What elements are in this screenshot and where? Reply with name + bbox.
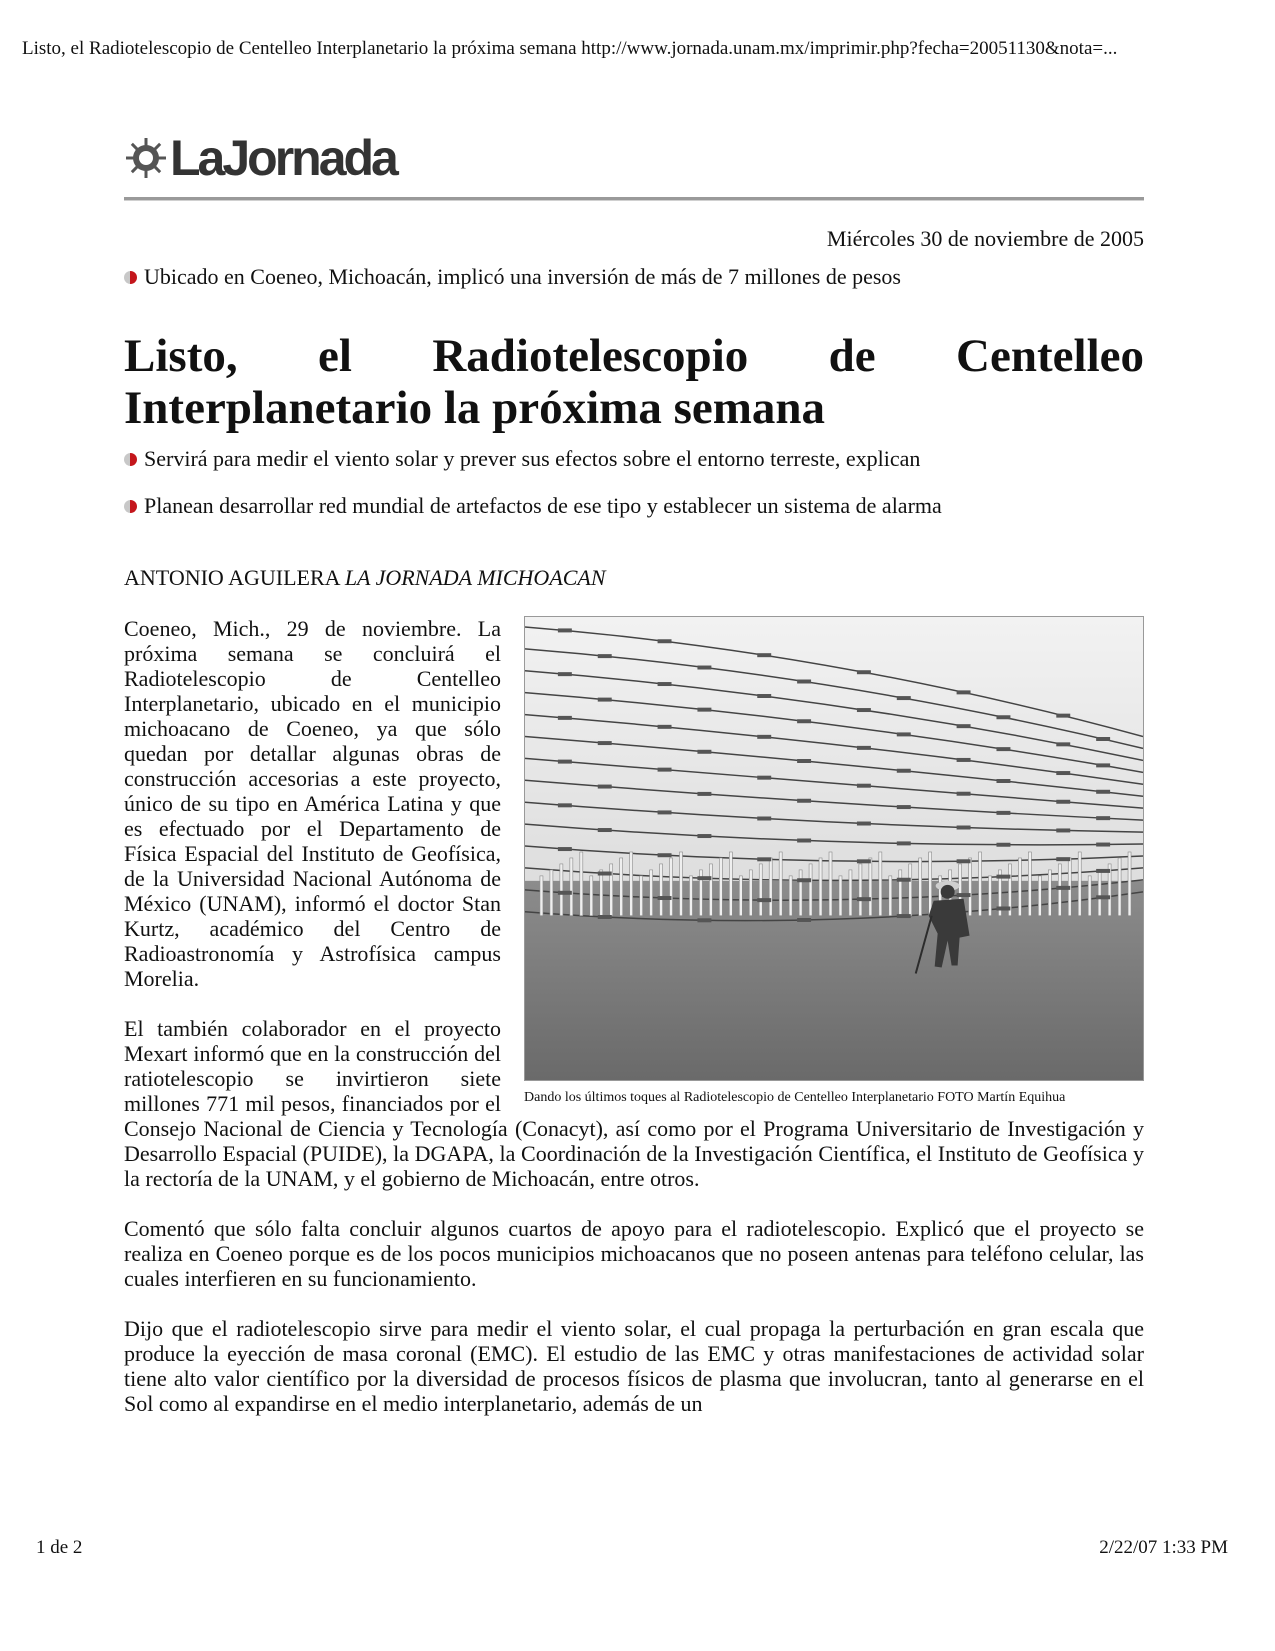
publication-name: LA JORNADA MICHOACAN xyxy=(344,565,606,590)
sun-gear-icon xyxy=(124,136,168,180)
bullet-icon xyxy=(124,271,137,284)
subhead-2 xyxy=(124,493,942,519)
page-number: 1 de 2 xyxy=(36,1537,83,1558)
article-body xyxy=(124,616,1144,1441)
bullet-icon xyxy=(124,500,137,513)
photo-figure xyxy=(524,616,1144,1106)
article-date: Miércoles 30 de noviembre de 2005 xyxy=(826,226,1144,251)
byline xyxy=(124,565,606,591)
masthead-divider xyxy=(124,197,1144,201)
subhead-1 xyxy=(124,446,920,472)
body-paragraph: El también colaborador en el proyecto Mexart informó que en la construcción del ratiotelescopio se invirtieron siete millones 771 mil pesos, financiados por el Consejo Nacional de Ciencia y Tecnología (Conacyt), así como por el Programa Universitario de Investigación y Desarrollo Espacial (PUIDE), la DGAPA, la Coordinación de la Investigación Científica, el Instituto de Geofísica y la rectoría de la UNAM, y el gobierno de Michoacán, entre otros. xyxy=(124,1016,1144,1191)
print-timestamp: 2/22/07 1:33 PM xyxy=(1099,1537,1228,1558)
kicker-text: Ubicado en Coeneo, Michoacán, implicó una inversión de más de 7 millones de pesos xyxy=(144,264,901,289)
la-jornada-logo[interactable] xyxy=(124,128,444,188)
headline: Listo, el Radiotelescopio de Centelleo Interplanetario la próxima semana xyxy=(124,330,1144,434)
author-name: ANTONIO AGUILERA xyxy=(124,565,340,590)
body-paragraph: Dijo que el radiotelescopio sirve para medir el viento solar, el cual propaga la perturbación en gran escala que produce la eyección de masa coronal (EMC). El estudio de las EMC y otras manifestaciones de actividad solar tiene alto valor científico por la diversidad de procesos físicos de plasma que involucran, tanto al generarse en el Sol como al expandirse en el medio interplanetario, además de un xyxy=(124,1316,1144,1416)
print-header-title-url: Listo, el Radiotelescopio de Centelleo Interplanetario la próxima semana http://www.jornada.unam.mx/imprimir.php?fecha=20051130&nota=... xyxy=(22,38,1118,59)
logo-wordmark: LaJornada xyxy=(170,130,396,186)
subhead-text: Servirá para medir el viento solar y prever sus efectos sobre el entorno terreste, explican xyxy=(144,446,921,471)
radiotelescope-photo[interactable] xyxy=(524,616,1144,1081)
bullet-icon xyxy=(124,453,137,466)
subhead-text: Planean desarrollar red mundial de artefactos de ese tipo y establecer un sistema de alarma xyxy=(144,493,942,518)
kicker xyxy=(124,264,901,290)
body-paragraph: Comentó que sólo falta concluir algunos cuartos de apoyo para el radiotelescopio. Explicó que el proyecto se realiza en Coeneo porque es de los pocos municipios michoacanos que no poseen antenas para teléfono celular, las cuales interfieren en su funcionamiento. xyxy=(124,1216,1144,1291)
body-paragraph: Coeneo, Mich., 29 de noviembre. La próxima semana se concluirá el Radiotelescopio de Centelleo Interplanetario, ubicado en el municipio michoacano de Coeneo, ya que sólo quedan por detallar algunas obras de construcción accesorias a este proyecto, único de su tipo en América Latina y que es efectuado por el Departamento de Física Espacial del Instituto de Geofísica, de la Universidad Nacional Autónoma de México (UNAM), informó el doctor Stan Kurtz, académico del Centro de Radioastronomía y Astrofísica campus Morelia. xyxy=(124,616,501,991)
photo-caption: Dando los últimos toques al Radiotelescopio de Centelleo Interplanetario FOTO Martín Equihua xyxy=(524,1090,1066,1105)
